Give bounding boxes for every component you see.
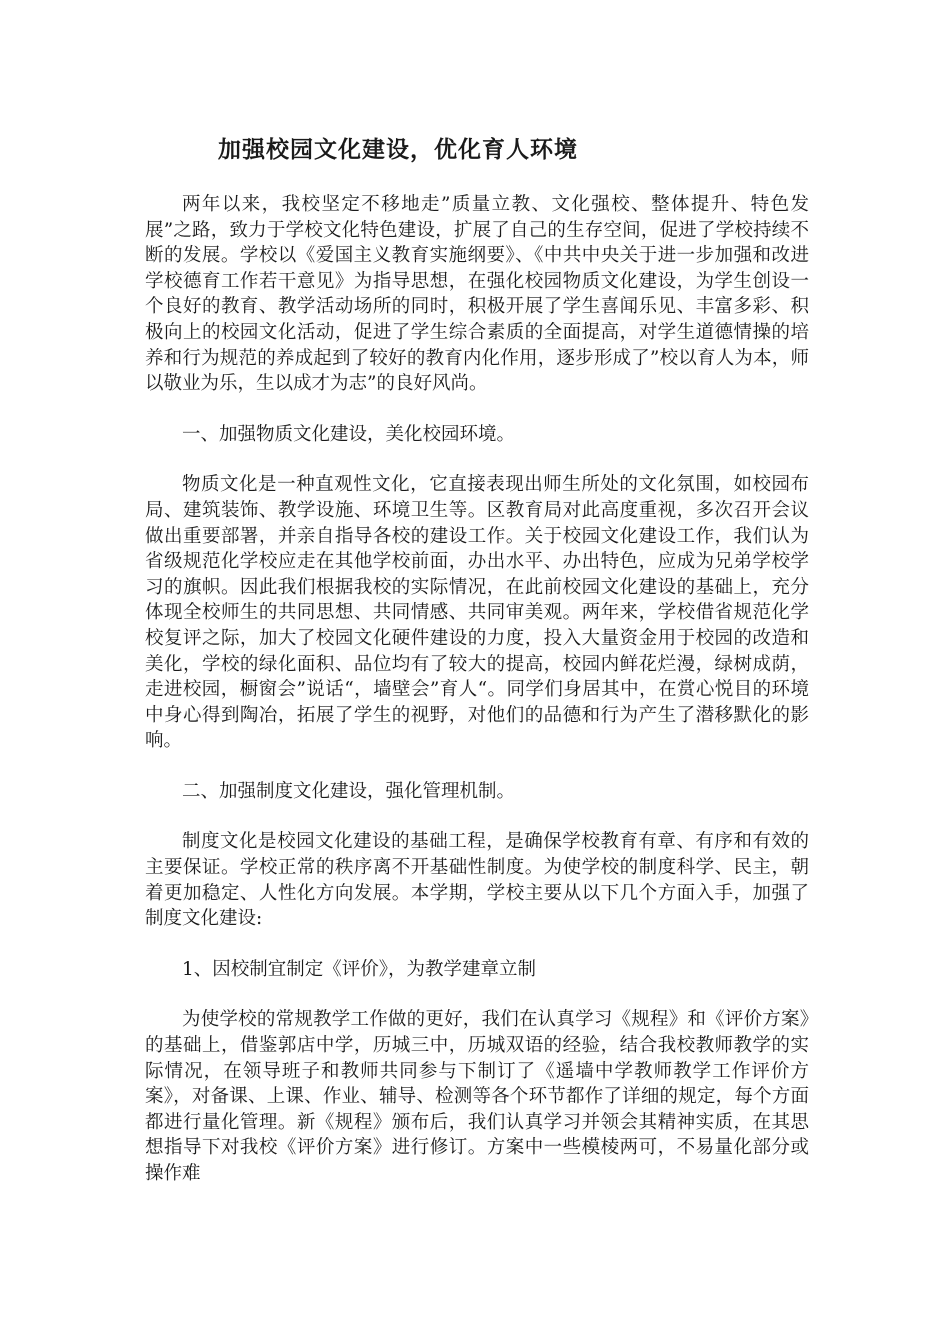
material-culture-paragraph: 物质文化是一种直观性文化，它直接表现出师生所处的文化氛围，如校园布局、建筑装饰、教学设施、环境卫生等。区教育局对此高度重视，多次召开会议做出重要部署，并亲自指导各校的建设工作。关于校园文化建设工作，我们认为省级规范化学校应走在其他学校前面，办出水平、办出特色，应成为兄弟学校学习的旗帜。因此我们根据我校的实际情况，在此前校园文化建设的基础上，充分体现全校师生的共同思想、共同情感、共同审美观。两年来，学校借省规范化学校复评之际，加大了校园文化硬件建设的力度，投入大量资金用于校园的改造和美化，学校的绿化面积、品位均有了较大的提高，校园内鲜花烂漫，绿树成荫，走进校园，橱窗会”说话“，墙壁会”育人“。同学们身居其中，在赏心悦目的环境中身心得到陶冶，拓展了学生的视野，对他们的品德和行为产生了潜移默化的影响。 [145,474,809,752]
institutional-culture-paragraph: 制度文化是校园文化建设的基础工程，是确保学校教育有章、有序和有效的主要保证。学校正常的秩序离不开基础性制度。为使学校的制度科学、民主，朝着更加稳定、人性化方向发展。本学期，学校主要从以下几个方面入手，加强了制度文化建设: [145,831,809,930]
document-body [145,128,809,1187]
section-heading-institutional-culture: 二、加强制度文化建设，强化管理机制。 [182,780,516,802]
evaluation-paragraph: 为使学校的常规教学工作做的更好，我们在认真学习《规程》和《评价方案》的基础上，借鉴郭店中学，历城三中，历城双语的经验，结合我校教师教学的实际情况，在领导班子和教师共同参与下制订了《遥墙中学教师教学工作评价方案》，对备课、上课、作业、辅导、检测等各个环节都作了详细的规定，每个方面都进行量化管理。新《规程》颁布后，我们认真学习并领会其精神实质，在其思想指导下对我校《评价方案》进行修订。方案中一些模棱两可，不易量化部分或操作难 [145,1009,809,1184]
subsection-heading-evaluation: 1、因校制宜制定《评价》，为教学建章立制 [182,958,537,980]
document-title: 加强校园文化建设，优化育人环境 [218,136,578,163]
intro-paragraph: 两年以来，我校坚定不移地走”质量立教、文化强校、整体提升、特色发展”之路，致力于学校文化特色建设，扩展了自己的生存空间，促进了学校持续不断的发展。学校以《爱国主义教育实施纲要》、《中共中央关于进一步加强和改进学校德育工作若干意见》为指导思想，在强化校园物质文化建设，为学生创设一个良好的教育、教学活动场所的同时，积极开展了学生喜闻乐见、丰富多彩、积极向上的校园文化活动，促进了学生综合素质的全面提高，对学生道德情操的培养和行为规范的养成起到了较好的教育内化作用，逐步形成了”校以育人为本，师以敬业为乐，生以成才为志”的良好风尚。 [145,194,809,395]
section-heading-material-culture: 一、加强物质文化建设，美化校园环境。 [182,423,516,445]
